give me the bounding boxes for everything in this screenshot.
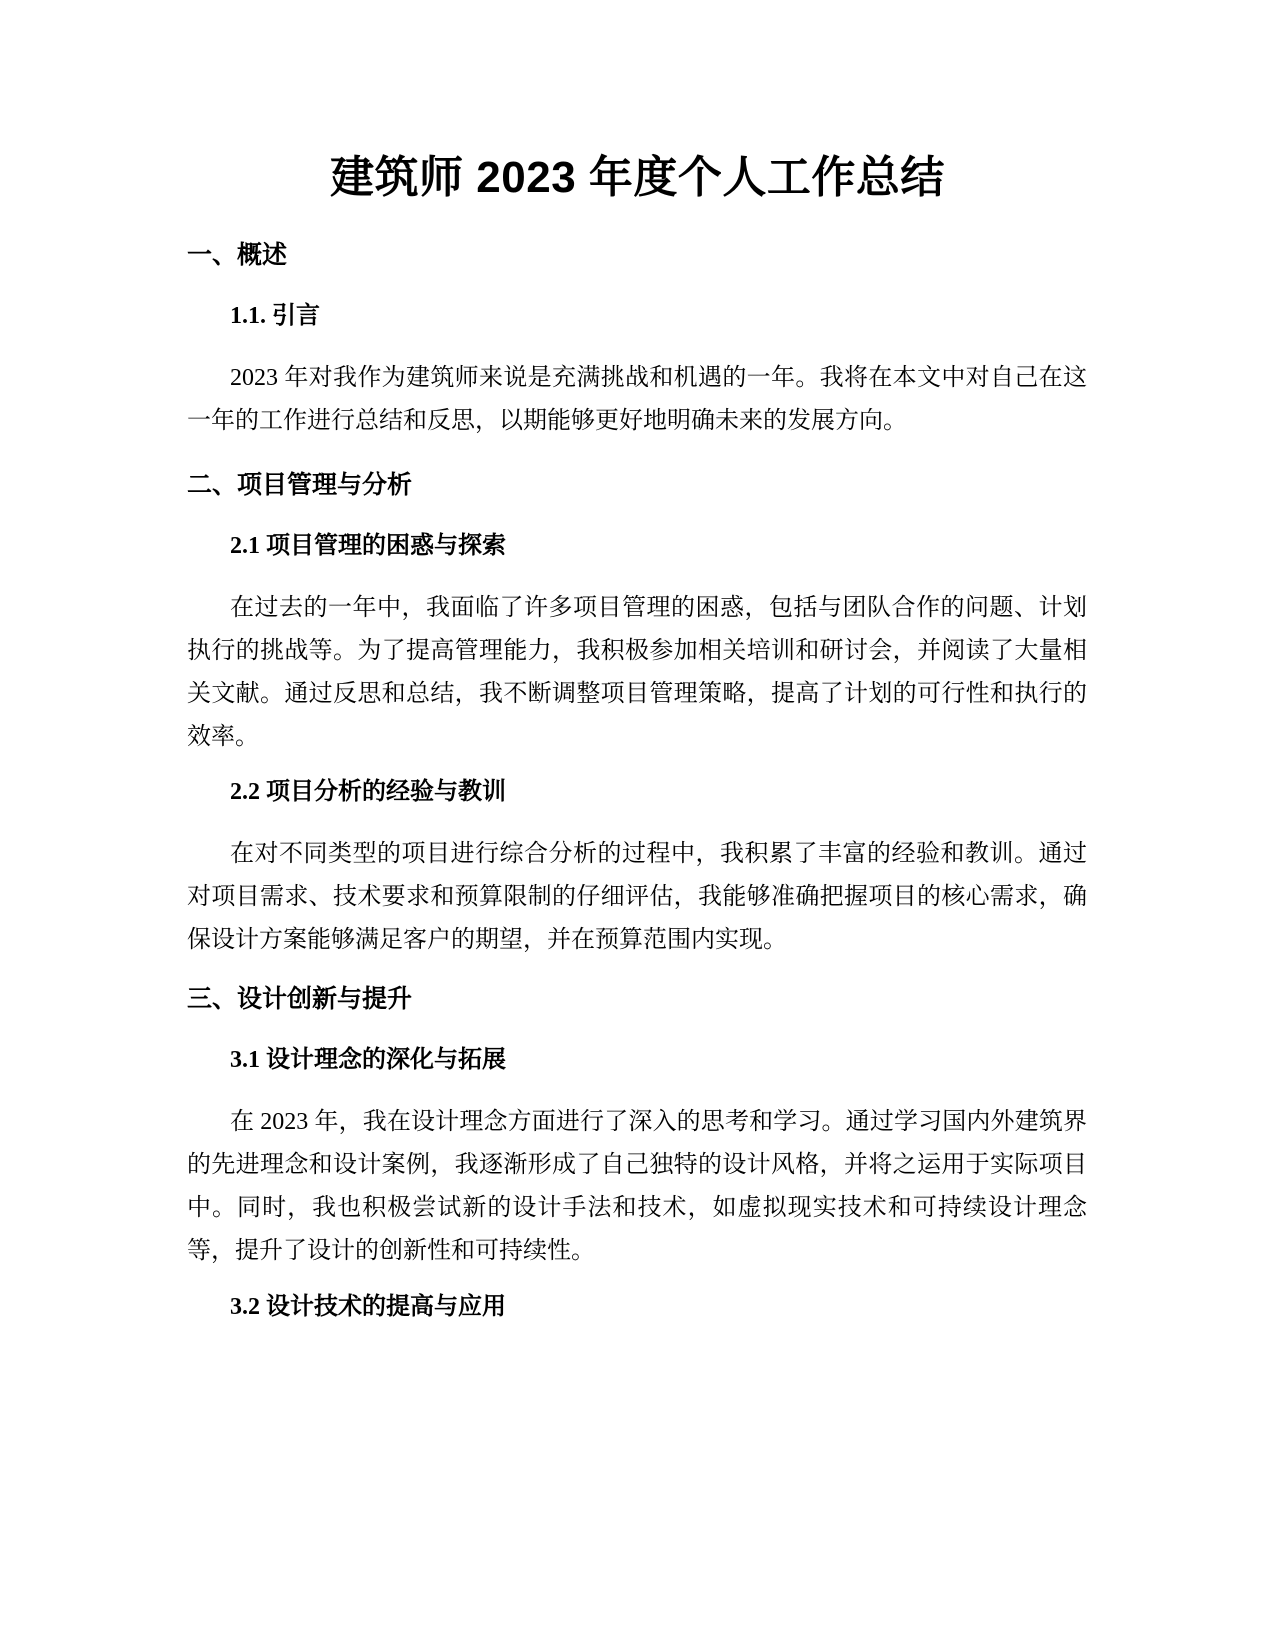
paragraph-analysis-experience: 在对不同类型的项目进行综合分析的过程中，我积累了丰富的经验和教训。通过对项目需求、技术要求和预算限制的仔细评估，我能够准确把握项目的核心需求，确保设计方案能够满足客户的期望，并在预算范围内实现。 [187, 841, 1087, 953]
paragraph-introduction: 2023 年对我作为建筑师来说是充满挑战和机遇的一年。我将在本文中对自己在这一年的工作进行总结和反思，以期能够更好地明确未来的发展方向。 [187, 365, 1087, 434]
subsection-heading-management-exploration: 2.1 项目管理的困惑与探索 [230, 533, 506, 559]
paragraph-design-philosophy: 在 2023 年，我在设计理念方面进行了深入的思考和学习。通过学习国内外建筑界的先进理念和设计案例，我逐渐形成了自己独特的设计风格，并将之运用于实际项目中。同时，我也积极尝试新的设计手法和技术，如虚拟现实技术和可持续设计理念等，提升了设计的创新性和可持续性。 [187, 1109, 1087, 1264]
subsection-heading-introduction: 1.1. 引言 [230, 303, 320, 329]
subsection-heading-analysis-experience: 2.2 项目分析的经验与教训 [230, 779, 506, 805]
section-heading-project-management: 二、项目管理与分析 [187, 471, 413, 499]
subsection-heading-design-philosophy: 3.1 设计理念的深化与拓展 [230, 1047, 506, 1073]
document-title: 建筑师 2023 年度个人工作总结 [330, 153, 945, 202]
subsection-heading-design-technology: 3.2 设计技术的提高与应用 [230, 1294, 506, 1320]
section-heading-design-innovation: 三、设计创新与提升 [187, 985, 413, 1013]
section-heading-overview: 一、概述 [187, 241, 288, 269]
paragraph-management-exploration: 在过去的一年中，我面临了许多项目管理的困惑，包括与团队合作的问题、计划执行的挑战等。为了提高管理能力，我积极参加相关培训和研讨会，并阅读了大量相关文献。通过反思和总结，我不断调整项目管理策略，提高了计划的可行性和执行的效率。 [187, 595, 1087, 750]
